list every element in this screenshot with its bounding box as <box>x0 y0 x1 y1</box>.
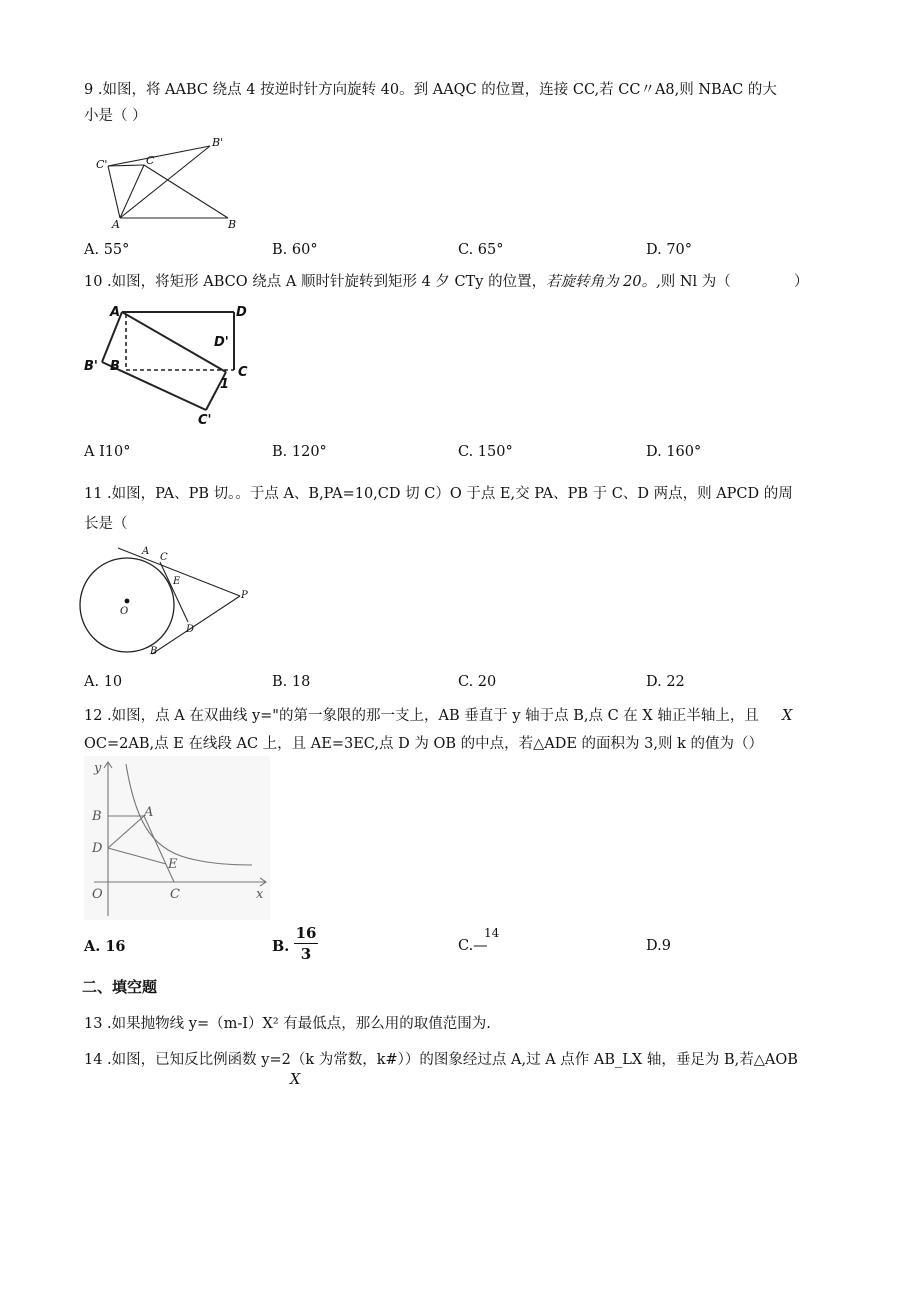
q11-center-dot <box>125 599 130 604</box>
q12-label-x: x <box>256 887 264 902</box>
q12-label-b: B <box>92 809 102 824</box>
q11-text-line2: 长是（ <box>84 516 128 532</box>
q9-seg-ac1 <box>108 166 120 218</box>
q9-label-b: B <box>228 218 237 230</box>
q9-seg-c1b1 <box>108 146 210 166</box>
q12-label-d: D <box>92 841 103 856</box>
q9-label-c: C <box>146 154 155 167</box>
q9-text-line1: 9 .如图，将 AABC 绕点 4 按逆时针方向旋转 40。到 AAQC 的位置，连接 CC,若 CC〃A8,则 NBAC 的大 <box>84 82 777 98</box>
q12-option-c-superscript: 14 <box>484 926 500 940</box>
q9-option-b: B. 60° <box>272 242 318 258</box>
q14-text-line1: 14 .如图，已知反比例函数 y=2（k 为常数，k#））的图象经过点 A,过 A 点作 AB_LX 轴，垂足为 B,若△AOB <box>84 1052 798 1068</box>
q14-text-x: X <box>290 1072 301 1088</box>
q9-label-b1: B' <box>212 136 224 149</box>
q11-label-p: P <box>241 590 248 601</box>
q9-figure <box>88 134 248 230</box>
q12-label-o: O <box>92 887 103 902</box>
q11-circle <box>80 558 174 652</box>
q10-label-b1: B' <box>84 359 98 374</box>
q10-label-c: C <box>238 365 248 380</box>
q9-label-c1: C' <box>96 158 108 171</box>
q12-option-b-denominator: 3 <box>300 945 312 963</box>
q13-text: 13 .如果抛物线 y=（m-I）X² 有最低点，那么用的取值范围为. <box>84 1016 491 1032</box>
q12-option-b-prefix: B. <box>272 938 290 955</box>
q10-label-a: A <box>110 305 121 320</box>
q10-label-c1: C' <box>198 413 212 428</box>
q9-text-line2: 小是（ ） <box>84 108 147 124</box>
q12-text-line1: 12 .如图，点 A 在双曲线 y="的第一象限的那一支上，AB 垂直于 y 轴于点 B,点 C 在 X 轴正半轴上，且 <box>84 708 759 724</box>
q10-label-d: D <box>236 305 247 320</box>
q10-label-b: B <box>110 359 120 374</box>
q10-text-c: 则 Nl 为（ <box>660 274 731 290</box>
q11-label-e: E <box>173 576 181 587</box>
q10-option-a: A I10° <box>84 444 131 460</box>
q11-option-d: D. 22 <box>646 674 685 690</box>
q10-option-c: C. 150° <box>458 444 513 460</box>
q12-option-b-numerator: 16 <box>295 924 317 942</box>
q12-option-c-prefix: C.— <box>458 938 488 954</box>
q10-label-d1: D' <box>214 335 229 350</box>
q10-text-b: 若旋转角为 20。, <box>546 274 661 290</box>
q9-seg-ac <box>120 165 144 218</box>
q10-option-b: B. 120° <box>272 444 327 460</box>
q12-text-x: X <box>782 708 793 724</box>
q9-option-a: A. 55° <box>84 242 130 258</box>
section-title-fill: 二、填空题 <box>82 978 158 996</box>
q12-figure <box>84 756 270 920</box>
q10-option-d: D. 160° <box>646 444 702 460</box>
q11-tangent-pb <box>152 596 240 654</box>
q12-option-b-fraction <box>294 924 318 963</box>
q11-tangent-cd <box>160 562 188 622</box>
q9-seg-cb <box>144 165 228 218</box>
q10-label-angle1: 1 <box>220 377 230 392</box>
q12-label-y: y <box>94 761 102 776</box>
q12-label-e: E <box>168 857 178 872</box>
q11-text-line1: 11 .如图，PA、PB 切。。于点 A、B,PA=10,CD 切 C）O 于点 E,交 PA、PB 于 C、D 两点，则 APCD 的周 <box>84 486 793 502</box>
q10-text-close: ） <box>794 274 809 290</box>
q10-text-line1 <box>84 272 731 292</box>
q11-label-a: A <box>142 546 150 557</box>
q9-option-c: C. 65° <box>458 242 504 258</box>
q11-option-b: B. 18 <box>272 674 311 690</box>
q9-seg-ab1 <box>120 146 210 218</box>
q11-tangent-pa <box>118 548 240 596</box>
q11-label-c: C <box>160 552 168 563</box>
q11-option-a: A. 10 <box>84 674 123 690</box>
q11-label-o: O <box>120 606 129 617</box>
q10-figure <box>82 300 258 430</box>
q12-label-c: C <box>170 887 180 902</box>
q9-option-d: D. 70° <box>646 242 693 258</box>
q12-option-d: D.9 <box>646 938 671 954</box>
q12-option-a: A. 16 <box>84 938 126 955</box>
q11-figure <box>78 542 258 660</box>
q11-label-b: B <box>150 646 158 657</box>
q10-text-a: 10 .如图，将矩形 ABCO 绕点 A 顺时针旋转到矩形 4 夕 CTy 的位置， <box>84 274 547 290</box>
q10-seg-ad1 <box>122 312 226 372</box>
q12-label-a: A <box>144 805 154 820</box>
q9-label-a: A <box>112 218 120 230</box>
q11-label-d: D <box>186 624 195 635</box>
q11-option-c: C. 20 <box>458 674 497 690</box>
q12-option-b-bar <box>294 943 318 944</box>
q12-text-line2: OC=2AB,点 E 在线段 AC 上，且 AE=3EC,点 D 为 OB 的中点，若△ADE 的面积为 3,则 k 的值为（） <box>84 736 763 752</box>
